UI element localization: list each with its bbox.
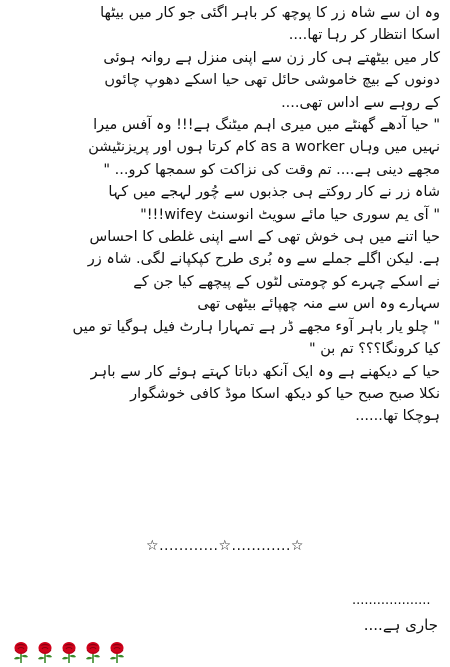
story-line: نکلا صبح صبح حیا کو دیکھ اسکا موڈ کافی خوشگوار (130, 385, 440, 402)
rose-icon (106, 640, 128, 664)
story-text (10, 2, 440, 428)
story-line: اسکا انتظار کر رہا تھا.... (288, 27, 440, 44)
story-line: ہے. لیکن اگلے جملے سے وہ بُری طرح کپکپانے لگی. شاہ زر (87, 251, 440, 268)
story-line: شاہ زر نے کار روکتے ہی جذبوں سے چُور لہجے میں کہا (108, 184, 440, 201)
continued-label: جاری ہے.... (363, 616, 438, 634)
rose-icon (82, 640, 104, 664)
rose-icon (34, 640, 56, 664)
story-line: " حیا آدھے گھنٹے میں میری اہم میٹنگ ہے!!! وہ آفس میرا (93, 117, 440, 134)
rose-row (10, 640, 128, 664)
story-line: نہیں میں وہاں as a worker کام کرتا ہوں اور پریزنٹیشن (88, 139, 440, 156)
story-line: " آی یم سوری حیا مائے سویٹ انوسنٹ wifey!!!" (140, 206, 440, 223)
story-line: دونوں کے بیچ خاموشی حائل تھی حیا اسکے دھوپ چائوں (104, 72, 440, 89)
story-line: نے اسکے چہرے کو چومتی لٹوں کے پیچھے کیا جن کے (133, 273, 440, 290)
rose-icon (58, 640, 80, 664)
rose-icon (10, 640, 32, 664)
story-line: وہ ان سے شاہ زر کا پوچھ کر باہر اگئی جو کار میں بیٹھا (100, 5, 440, 21)
story-line: حیا اتنے میں ہی خوش تھی کے اسے اپنی غلطی کا احساس (89, 229, 440, 246)
story-line: حیا کے دیکھنے ہے وہ ایک آنکھ دباتا کہتے ہوئے کار سے باہر (90, 363, 440, 380)
story-line: ہوچکا تھا...... (355, 408, 440, 425)
dotted-line: ................... (352, 593, 431, 608)
story-line: کے روہے سے اداس تھی.... (281, 94, 440, 111)
story-line: " چلو یار باہر آوء مجھے ڈر ہے تمہارا ہارٹ فیل ہوگیا تو میں (72, 318, 440, 335)
story-line: کیا کرونگا؟؟؟ تم بن " (308, 341, 440, 358)
story-line: کار میں بیٹھتے ہی کار زن سے اپنی منزل ہے روانہ ہوئی (103, 49, 440, 66)
star-separator: ☆............☆............☆ (146, 538, 304, 554)
story-line: سہارے وہ اس سے منہ چھپائے بیٹھی تھی (197, 296, 440, 313)
story-line: مجھے دینی ہے.... تم وقت کی نزاکت کو سمجھا کرو... " (103, 161, 440, 178)
